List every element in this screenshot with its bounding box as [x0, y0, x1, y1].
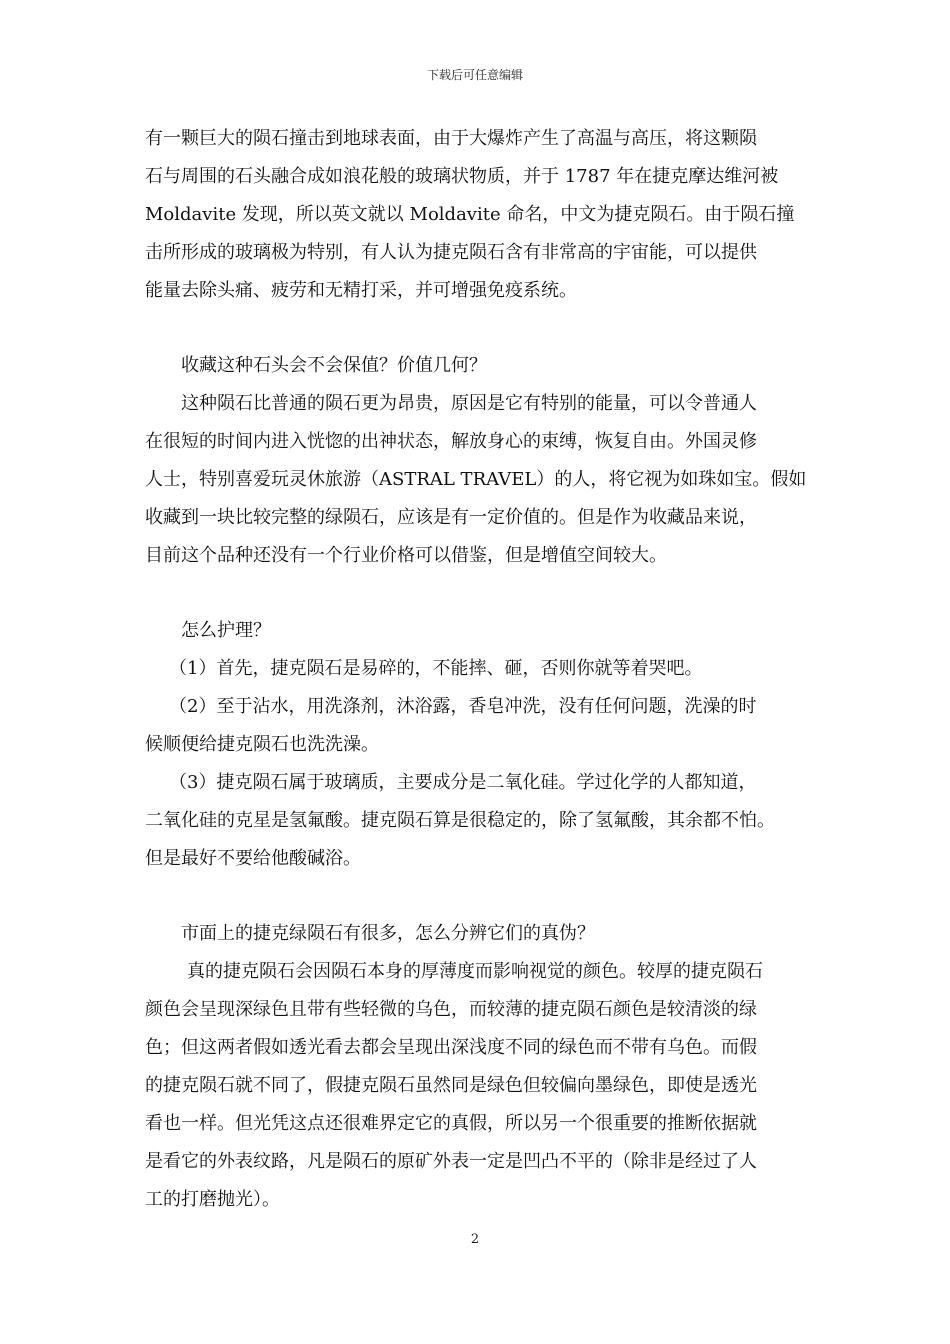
text-line: Moldavite 发现，所以英文就以 Moldavite 命名，中文为捷克陨石。由于陨石撞: [145, 204, 795, 225]
document-body: [145, 120, 825, 1219]
text-line: 这种陨石比普通的陨石更为昂贵，原因是它有特别的能量，可以令普通人: [181, 393, 757, 414]
text-line: 看也一样。但光凭这点还很难界定它的真假，所以另一个很重要的推断依据就: [145, 1113, 757, 1134]
page-header: 下载后可任意编辑: [426, 68, 523, 82]
list-item: （3）捷克陨石属于玻璃质，主要成分是二氧化硅。学过化学的人都知道，: [169, 772, 757, 793]
text-line: 候顺便给捷克陨石也洗洗澡。: [145, 734, 379, 755]
text-line: 人士，特别喜爱玩灵休旅游（ASTRAL TRAVEL）的人，将它视为如珠如宝。假如: [145, 469, 807, 490]
text-line: 击所形成的玻璃极为特别，有人认为捷克陨石含有非常高的宇宙能，可以提供: [145, 242, 757, 263]
text-line: 有一颗巨大的陨石撞击到地球表面，由于大爆炸产生了高温与高压，将这颗陨: [145, 128, 757, 149]
text-line: 二氧化硅的克星是氢氟酸。捷克陨石算是很稳定的，除了氢氟酸，其余都不怕。: [145, 810, 775, 831]
text-line: 石与周围的石头融合成如浪花般的玻璃状物质，并于 1787 年在捷克摩达维河被: [145, 166, 779, 187]
text-line: 但是最好不要给他酸碱浴。: [145, 848, 361, 869]
text-line: 目前这个品种还没有一个行业价格可以借鉴，但是增值空间较大。: [145, 545, 667, 566]
list-item: （1）首先，捷克陨石是易碎的，不能摔、砸，否则你就等着哭吧。: [169, 658, 703, 679]
section-collection-value: [145, 347, 825, 575]
text-line: 能量去除头痛、疲劳和无精打采，并可增强免疫系统。: [145, 280, 577, 301]
text-line: 颜色会呈现深绿色且带有些轻微的乌色，而较薄的捷克陨石颜色是较清淡的绿: [145, 999, 757, 1020]
text-line: 是看它的外表纹路，凡是陨石的原矿外表一定是凹凸不平的（除非是经过了人: [145, 1151, 757, 1172]
text-line: 工的打磨抛光）。: [145, 1189, 280, 1210]
list-item: （2）至于沾水，用洗涤剂，沐浴露，香皂冲洗，没有任何问题，洗澡的时: [169, 696, 757, 717]
text-line: 收藏到一块比较完整的绿陨石，应该是有一定价值的。但是作为收藏品来说，: [145, 507, 757, 528]
text-line: 的捷克陨石就不同了，假捷克陨石虽然同是绿色但较偏向墨绿色，即使是透光: [145, 1075, 757, 1096]
text-line: 在很短的时间内进入恍惚的出神状态，解放身心的束缚，恢复自由。外国灵修: [145, 431, 757, 452]
section-heading: 怎么护理？: [181, 620, 271, 641]
paragraph-moldavite-origin: [145, 120, 825, 310]
text-line: 色；但这两者假如透光看去都会呈现出深浅度不同的绿色而不带有乌色。而假: [145, 1037, 757, 1058]
section-care: [145, 612, 825, 878]
section-heading: 收藏这种石头会不会保值？价值几何？: [181, 355, 487, 376]
section-authenticity: [145, 915, 825, 1219]
text-line: 真的捷克陨石会因陨石本身的厚薄度而影响视觉的颜色。较厚的捷克陨石: [187, 961, 763, 982]
section-heading: 市面上的捷克绿陨石有很多，怎么分辨它们的真伪？: [181, 923, 595, 944]
page-number: 2: [470, 1232, 480, 1247]
